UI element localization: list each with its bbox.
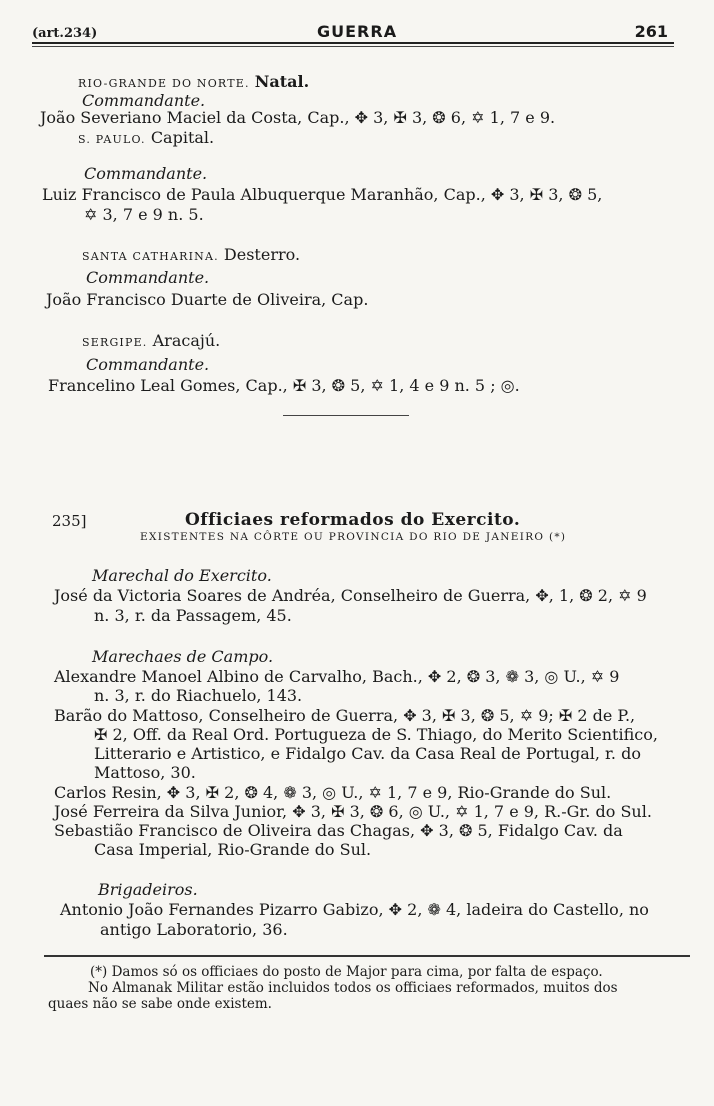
section-number: 235] [52,512,87,530]
officer-entry: Barão do Mattoso, Conselheiro de Guerra, ✥ 3, ✠ 3, ❂ 5, ✡ 9; ✠ 2 de P., [54,706,636,725]
province-heading [82,331,220,353]
officer-entry: Sebastião Francisco de Oliveira das Chagas, ✥ 3, ❂ 5, Fidalgo Cav. da [54,821,623,840]
province-name: S. PAULO. [78,133,146,146]
officer-entry: José da Victoria Soares de Andréa, Conselheiro de Guerra, ✥, 1, ❂ 2, ✡ 9 [54,586,647,605]
section-title: Officiaes reformados do Exercito. [185,510,521,530]
page-title: GUERRA [317,22,398,41]
role-label: Commandante. [84,164,208,183]
province-name: RIO-GRANDE DO NORTE. [78,77,250,90]
section-subtitle: EXISTENTES NA CÔRTE OU PROVINCIA DO RIO DE JANEIRO (*) [140,531,567,543]
officer-entry: Luiz Francisco de Paula Albuquerque Maranhão, Cap., ✥ 3, ✠ 3, ❂ 5, [42,185,603,204]
officer-entry: José Ferreira da Silva Junior, ✥ 3, ✠ 3, ❂ 6, ◎ U., ✡ 1, 7 e 9, R.-Gr. do Sul. [54,802,652,821]
province-heading [82,245,300,267]
officer-entry: João Severiano Maciel da Costa, Cap., ✥ 3, ✠ 3, ❂ 6, ✡ 1, 7 e 9. [40,108,556,127]
header-rule [32,42,674,44]
officer-entry-continued: Mattoso, 30. [94,763,196,782]
officer-entry-continued: antigo Laboratorio, 36. [100,920,288,939]
footnote-line: quaes não se sabe onde existem. [48,996,272,1012]
officer-entry: Antonio João Fernandes Pizarro Gabizo, ✥ 2, ❁ 4, ladeira do Castello, no [60,900,649,919]
officer-entry-continued: ✠ 2, Off. da Real Ord. Portugueza de S. Thiago, do Merito Scientifico, [94,725,658,744]
running-header [32,22,674,44]
province-place: Aracajú. [152,331,221,350]
role-label: Commandante. [82,91,206,110]
role-label: Commandante. [86,355,210,374]
role-label: Commandante. [86,268,210,287]
province-place: Capital. [150,128,215,147]
article-reference: (art.234) [32,26,98,41]
province-name: SERGIPE. [82,336,148,349]
province-place: Desterro. [223,245,301,264]
rank-heading: Marechaes de Campo. [92,647,274,666]
footnote-line: (*) Damos só os officiaes do posto de Major para cima, por falta de espaço. [90,964,603,980]
officer-entry: Francelino Leal Gomes, Cap., ✠ 3, ❂ 5, ✡ 1, 4 e 9 n. 5 ; ◎. [48,376,520,395]
province-heading [78,128,214,150]
page-number: 261 [634,22,668,41]
officer-entry-continued: n. 3, r. do Riachuelo, 143. [94,686,303,705]
footnote-rule [44,955,690,957]
province-place: Natal. [254,72,310,91]
section-divider [283,415,409,416]
officer-entry: Alexandre Manoel Albino de Carvalho, Bach., ✥ 2, ❂ 3, ❁ 3, ◎ U., ✡ 9 [54,667,620,686]
officer-entry-continued: n. 3, r. da Passagem, 45. [94,606,292,625]
officer-entry-continued: Litterario e Artistico, e Fidalgo Cav. da Casa Real de Portugal, r. do [94,744,641,763]
province-name: SANTA CATHARINA. [82,250,219,263]
officer-entry: João Francisco Duarte de Oliveira, Cap. [46,290,369,309]
officer-entry-continued: Casa Imperial, Rio-Grande do Sul. [94,840,372,859]
header-rule-thin [32,46,674,47]
officer-entry-continued: ✡ 3, 7 e 9 n. 5. [84,205,204,224]
footnote-line: No Almanak Militar estão incluidos todos os officiaes reformados, muitos dos [88,980,618,996]
rank-heading: Marechal do Exercito. [92,566,272,585]
rank-heading: Brigadeiros. [98,880,198,899]
officer-entry: Carlos Resin, ✥ 3, ✠ 2, ❂ 4, ❁ 3, ◎ U., ✡ 1, 7 e 9, Rio-Grande do Sul. [54,783,612,802]
